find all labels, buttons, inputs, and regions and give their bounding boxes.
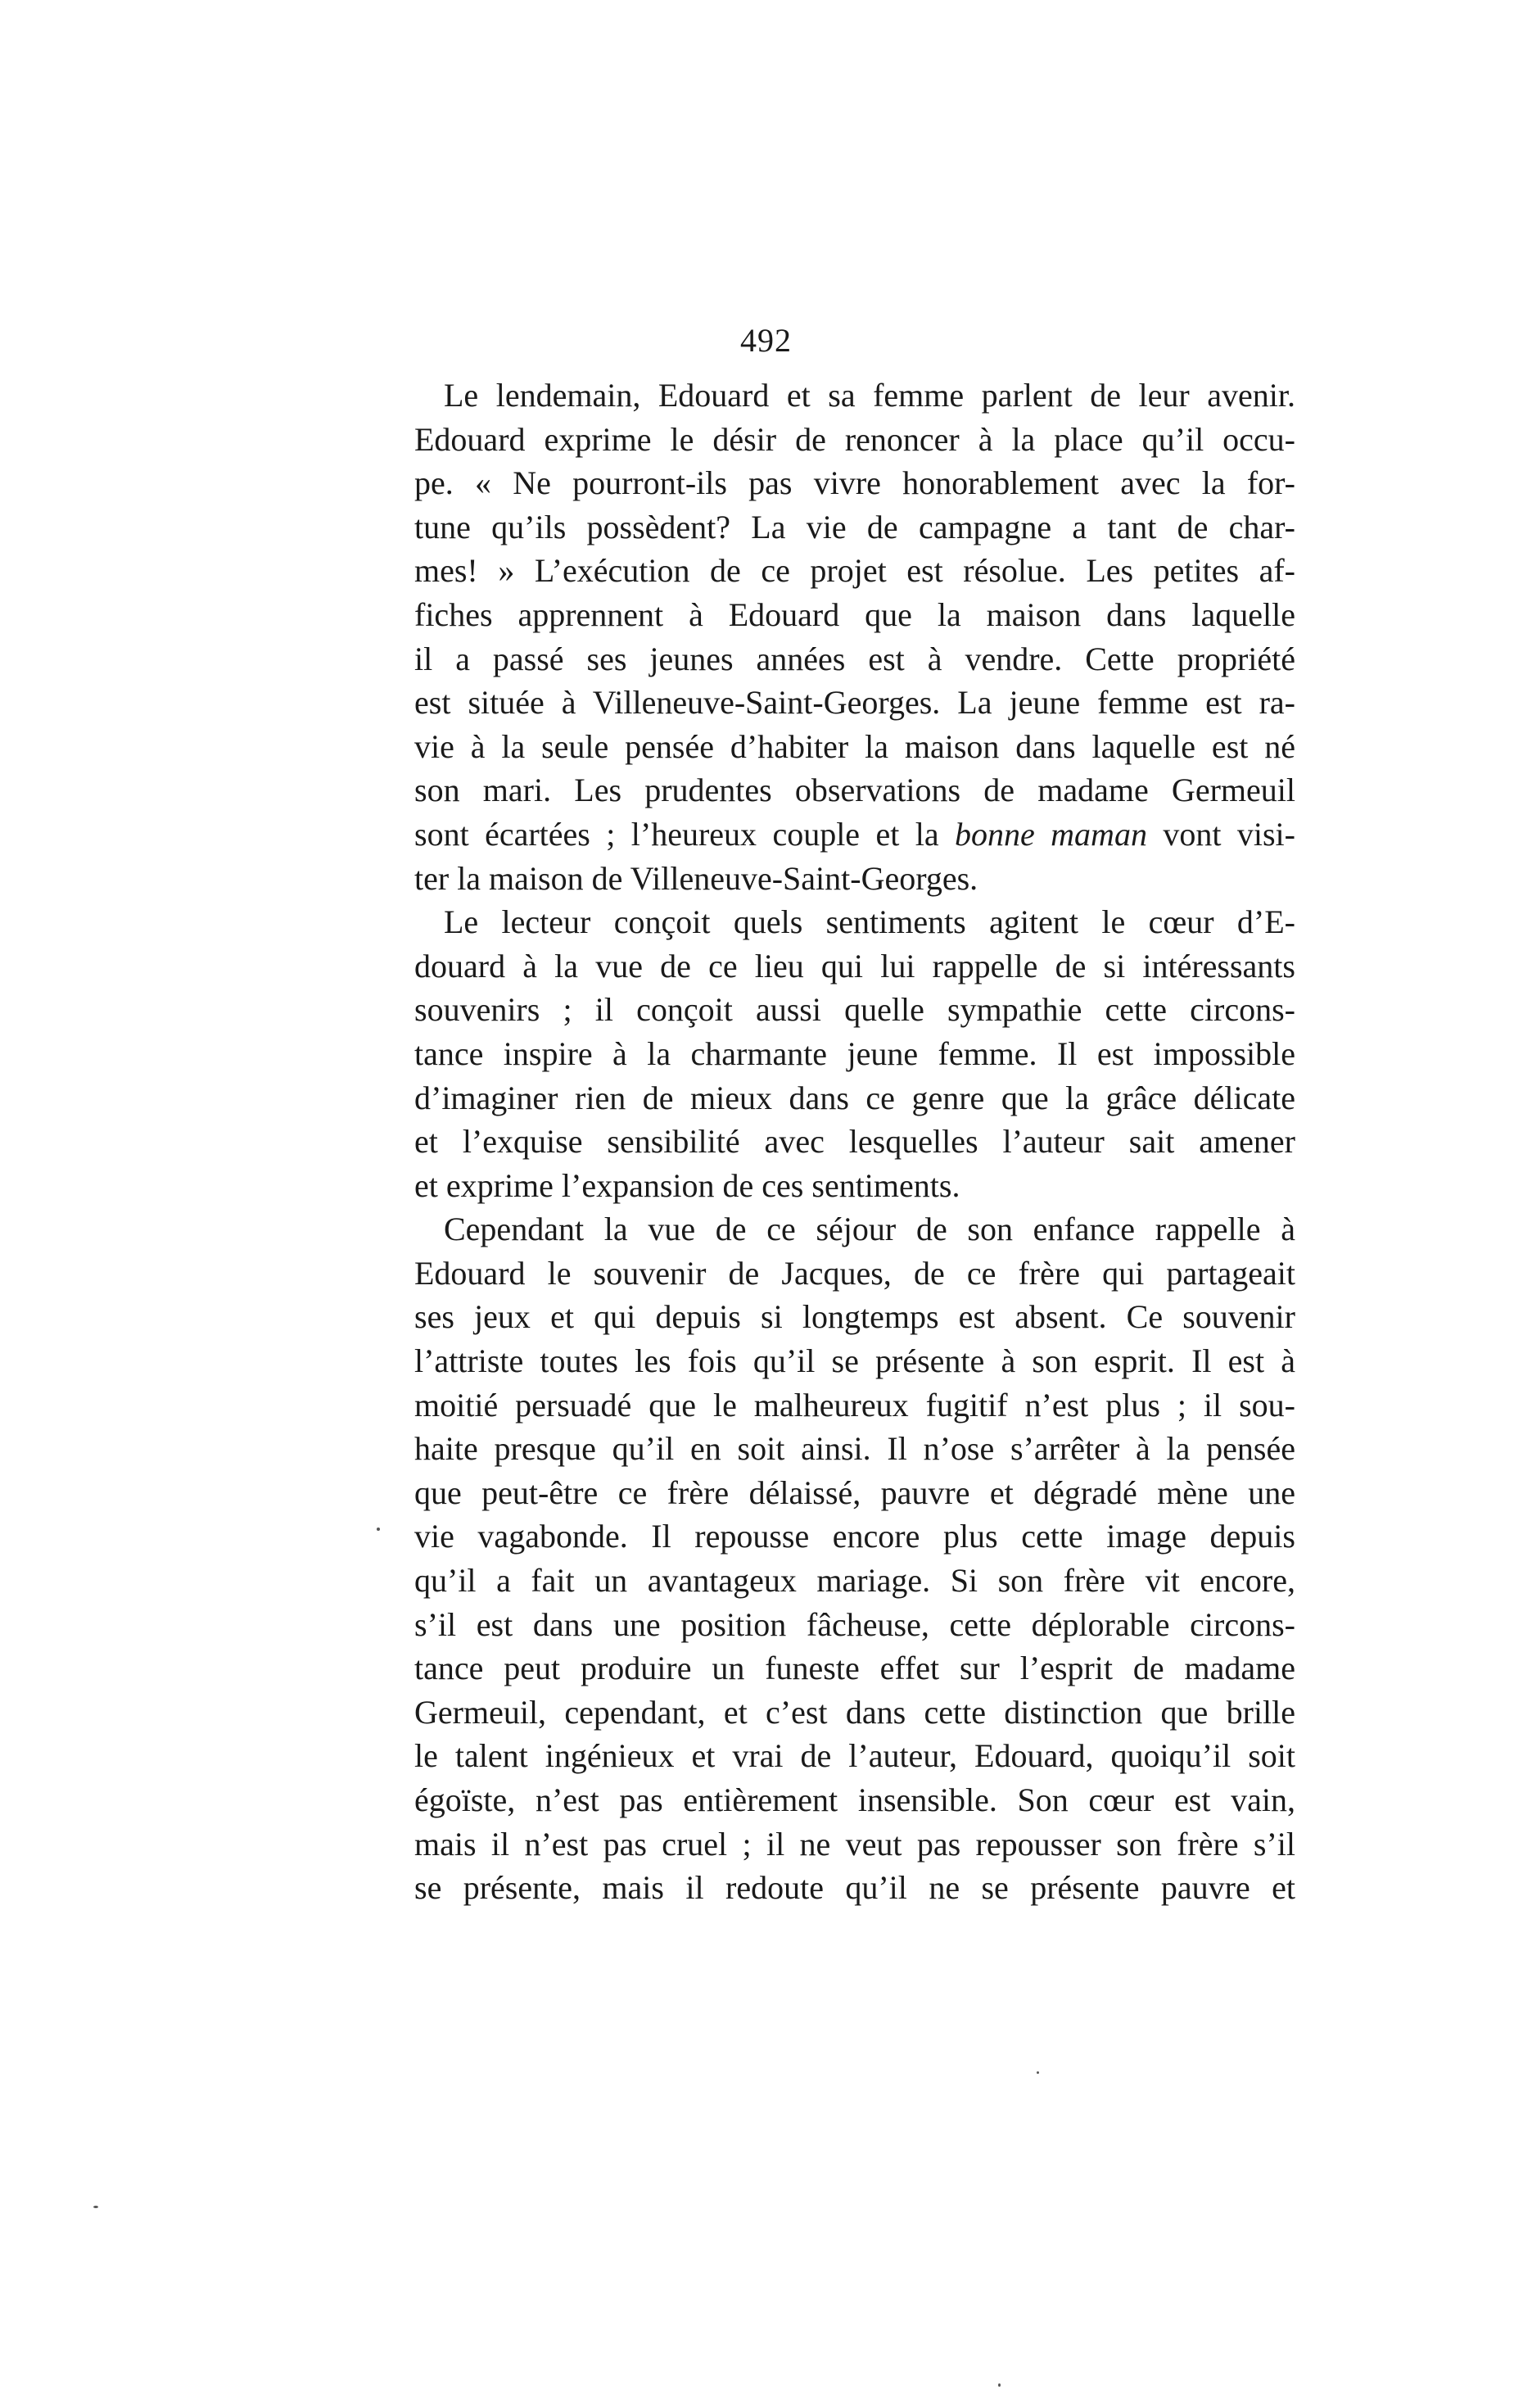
text-line: l’attriste toutes les fois qu’il se présente à son esprit. Il est à	[414, 1342, 1295, 1380]
paragraph-2	[414, 900, 1295, 1207]
text-line: que peut-être ce frère délaissé, pauvre et dégradé mène une	[414, 1473, 1295, 1511]
text-line: est située à Villeneuve-Saint-Georges. La jeune femme est ra-	[414, 684, 1295, 722]
text-run: vont visi-	[1146, 815, 1295, 853]
text-line: tance inspire à la charmante jeune femme. Il est impossible	[414, 1034, 1295, 1072]
paragraph-3	[414, 1207, 1295, 1910]
text-line: qu’il a fait un avantageux mariage. Si son frère vit encore,	[414, 1562, 1295, 1600]
text-run: sont écartées ; l’heureux couple et la	[414, 815, 956, 853]
scan-speck	[1037, 2071, 1039, 2074]
text-line: haite presque qu’il en soit ainsi. Il n’ose s’arrêter à la pensée	[414, 1430, 1295, 1468]
text-line: moitié persuadé que le malheureux fugitif n’est plus ; il sou-	[414, 1386, 1295, 1424]
text-line: se présente, mais il redoute qu’il ne se présente pauvre et	[414, 1869, 1295, 1907]
text-line: ter la maison de Villeneuve-Saint-Georges.	[414, 859, 978, 897]
text-line: fiches apprennent à Edouard que la maison dans laquelle	[414, 595, 1295, 633]
text-line: mais il n’est pas cruel ; il ne veut pas repousser son frère s’il	[414, 1825, 1295, 1863]
page-number: 492	[740, 322, 792, 359]
text-line: Le lendemain, Edouard et sa femme parlent de leur avenir.	[444, 377, 1295, 414]
text-line: souvenirs ; il conçoit aussi quelle sympathie cette circons-	[414, 991, 1295, 1029]
body-text	[414, 373, 1295, 1910]
text-line: Le lecteur conçoit quels sentiments agitent le cœur d’E-	[444, 903, 1295, 941]
paragraph-1	[414, 373, 1295, 900]
text-line: vie à la seule pensée d’habiter la maison dans laquelle est né	[414, 727, 1295, 765]
text-line: Edouard le souvenir de Jacques, de ce frère qui partageait	[414, 1254, 1295, 1292]
text-line: vie vagabonde. Il repousse encore plus cette image depuis	[414, 1518, 1295, 1555]
text-line: mes! » L’exécution de ce projet est résolue. Les petites af-	[414, 552, 1295, 590]
text-line: et l’exquise sensibilité avec lesquelles l’auteur sait amener	[414, 1123, 1295, 1161]
scan-speck	[377, 1528, 380, 1531]
text-line: Edouard exprime le désir de renoncer à la place qu’il occu-	[414, 420, 1295, 458]
text-line: le talent ingénieux et vrai de l’auteur, Edouard, quoiqu’il soit	[414, 1737, 1295, 1775]
text-line	[414, 812, 1295, 857]
text-line: pe. « Ne pourront-ils pas vivre honorablement avec la for-	[414, 464, 1295, 502]
italic-phrase: bonne maman	[955, 815, 1147, 853]
text-line: d’imaginer rien de mieux dans ce genre que la grâce délicate	[414, 1079, 1295, 1116]
text-line: s’il est dans une position fâcheuse, cette déplorable circons-	[414, 1605, 1295, 1643]
text-line: son mari. Les prudentes observations de madame Germeuil	[414, 772, 1295, 809]
text-line: Germeuil, cependant, et c’est dans cette distinction que brille	[414, 1693, 1295, 1731]
text-line: ses jeux et qui depuis si longtemps est absent. Ce souvenir	[414, 1298, 1295, 1336]
text-line: et exprime l’expansion de ces sentiments.	[414, 1166, 960, 1204]
scan-speck	[93, 2206, 98, 2208]
text-line: il a passé ses jeunes années est à vendre. Cette propriété	[414, 640, 1295, 677]
scan-speck	[998, 2383, 1001, 2387]
text-line: douard à la vue de ce lieu qui lui rappelle de si intéressants	[414, 947, 1295, 984]
text-line: Cependant la vue de ce séjour de son enfance rappelle à	[444, 1211, 1295, 1248]
text-line: égoïste, n’est pas entièrement insensible. Son cœur est vain,	[414, 1781, 1295, 1818]
text-line: tune qu’ils possèdent? La vie de campagne a tant de char-	[414, 508, 1295, 545]
text-line: tance peut produire un funeste effet sur l’esprit de madame	[414, 1650, 1295, 1687]
